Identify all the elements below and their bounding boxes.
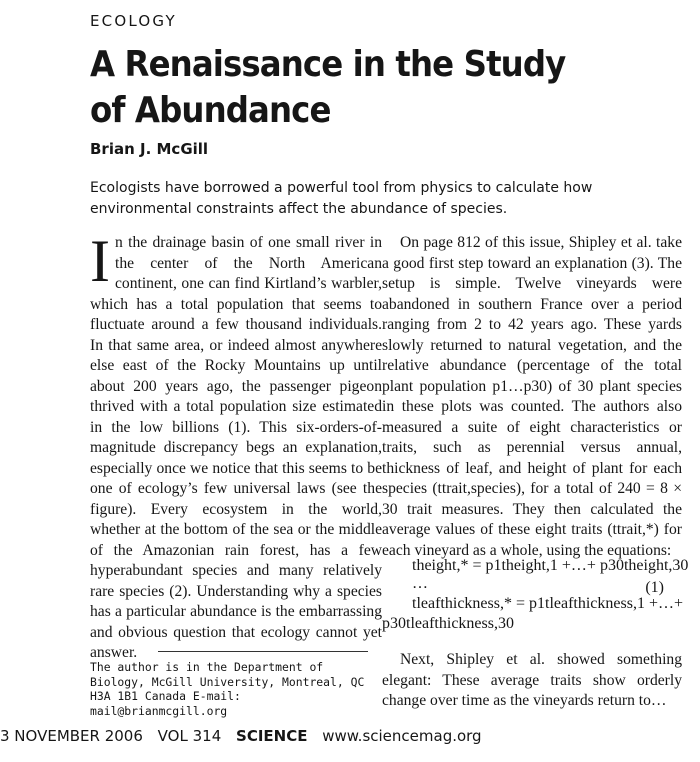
right-paragraph-2: Next, Shipley et al. showed something elegant: These average traits show orderly change over time as the vineyards return to…: [382, 651, 682, 709]
article-title: A Renaissance in the Study of Abundance: [90, 44, 566, 131]
left-body-text: n the drainage basin of one small river in the center of the North American continent, one can find Kirtland’s warbler, which has a total population that seems to fluctuate around a few thousand individuals. In that same area, or indeed almost anywhere else east of the Rocky Mountains up until about 200 years ago, the passenger pigeon thrived with a total population size estimated in the low billions (1). This six-orders-of-magnitude discrepancy begs an explanation, especially once we notice that this seems to be one of ecology’s few universal laws (see the figure). Every ecosystem in the world, whether at the bottom of the sea or the middle of the Amazonian rain forest, has a few hyperabundant species and many relatively rare species (2). Understanding why a species has a particular abundance is the embarrassing and obvious question that ecology cannot yet answer.: [90, 234, 382, 661]
footer-journal: SCIENCE: [236, 727, 308, 745]
footer-url[interactable]: www.sciencemag.org: [322, 727, 482, 745]
drop-cap: I: [90, 228, 110, 294]
right-column: [382, 233, 682, 561]
left-column: [90, 228, 382, 664]
equation-line-3: tleafthickness,* = p1tleafthickness,1 +…+: [412, 595, 684, 612]
footer-volume: VOL 314: [157, 727, 222, 745]
equation-line-1: theight,* = p1theight,1 +…+ p30theight,30: [412, 557, 689, 574]
equation-number: (1): [645, 579, 664, 596]
section-label: ECOLOGY: [90, 12, 177, 30]
footnote-divider: [158, 651, 368, 652]
author-affiliation: The author is in the Department of Biology, McGill University, Montreal, QC H3A 1B1 Canada E-mail: mail@brianmcgill.org: [90, 660, 365, 718]
author-byline: Brian J. McGill: [90, 140, 209, 158]
page-footer: [0, 727, 700, 745]
equation-line-2: …: [412, 575, 428, 592]
article-deck: Ecologists have borrowed a powerful tool from physics to calculate how environmental constraints affect the abundance of species.: [90, 180, 593, 217]
equation-block: [382, 557, 689, 637]
equation-line-4: p30tleafthickness,30: [382, 615, 514, 632]
footer-date: 3 NOVEMBER 2006: [0, 727, 143, 745]
right-paragraph-1: On page 812 of this issue, Shipley et al. take a good first step toward an explanation (3). The setup is simple. Twelve vineyards were abandoned in southern France over a period ranging from 2 to 42 years ago. These yards slowly returned to natural vegetation, and the relative abundance (percentage of the total plant population p1…p30) of 30 plant species in these plots was counted. The authors also measured a suite of eight characteristics or traits, such as perennial versus annual, thickness of leaf, and height of plant for each species (ttrait,species), for a total of 240 = 8 × 30 trait measures. They then calculated the average values of these eight traits (ttrait,*) for each vineyard as a whole, using the equations:: [382, 234, 682, 559]
